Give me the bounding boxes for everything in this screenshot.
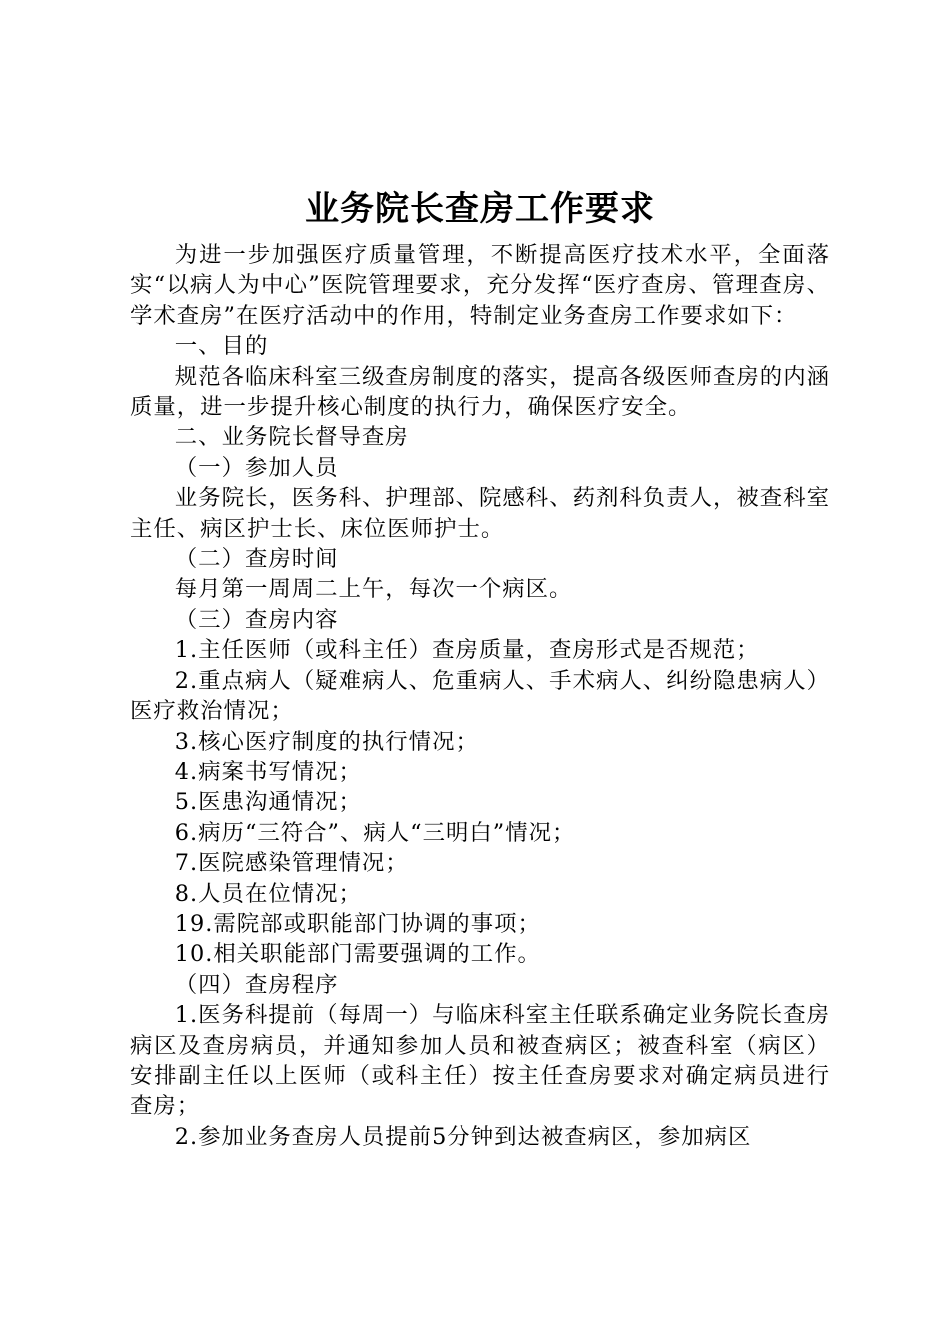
intro-paragraph: 为进一步加强医疗质量管理，不断提高医疗技术水平，全面落实“以病人为中心”医院管理要求，充分发挥“医疗查房、管理查房、学术查房”在医疗活动中的作用，特制定业务查房工作要求如下： — [130, 242, 830, 329]
procedure-item-2: 2.参加业务查房人员提前5分钟到达被查病区，参加病区 — [174, 1123, 752, 1150]
subsection-heading-content: （三）查房内容 — [174, 606, 339, 633]
procedure-item-1: 1.医务科提前（每周一）与临床科室主任联系确定业务院长查房病区及查房病员，并通知参加人员和被查病区；被查科室（病区）安排副主任以上医师（或科主任）按主任查房要求对确定病员进行查房； — [130, 1002, 830, 1120]
section-heading-purpose: 一、目的 — [174, 333, 269, 360]
section-heading-supervision: 二、业务院长督导查房 — [174, 424, 409, 451]
content-item-6: 6.病历“三符合”、病人“三明白”情况； — [174, 819, 576, 846]
document-page — [130, 186, 830, 1152]
content-item-5: 5.医患沟通情况； — [174, 789, 362, 816]
content-item-4: 4.病案书写情况； — [174, 758, 362, 785]
content-item-9: 19.需院部或职能部门协调的事项； — [174, 910, 541, 937]
content-item-8: 8.人员在位情况； — [174, 880, 362, 907]
content-item-7: 7.医院感染管理情况； — [174, 850, 409, 877]
subsection-heading-procedure: （四）查房程序 — [174, 971, 339, 998]
content-item-10: 10.相关职能部门需要强调的工作。 — [174, 941, 541, 968]
content-item-2: 2.重点病人（疑难病人、危重病人、手术病人、纠纷隐患病人）医疗救治情况； — [130, 667, 830, 725]
subsection-heading-time: （二）查房时间 — [174, 546, 339, 573]
subsection-heading-participants: （一）参加人员 — [174, 454, 339, 481]
document-title: 业务院长查房工作要求 — [305, 189, 655, 229]
purpose-paragraph: 规范各临床科室三级查房制度的落实，提高各级医师查房的内涵质量，进一步提升核心制度的执行力，确保医疗安全。 — [130, 363, 830, 421]
content-item-1: 1.主任医师（或科主任）查房质量，查房形式是否规范； — [174, 637, 760, 664]
participants-paragraph: 业务院长，医务科、护理部、院感科、药剂科负责人，被查科室主任、病区护士长、床位医师护士。 — [130, 485, 830, 542]
content-item-3: 3.核心医疗制度的执行情况； — [174, 728, 479, 755]
time-paragraph: 每月第一周周二上午，每次一个病区。 — [174, 576, 573, 603]
